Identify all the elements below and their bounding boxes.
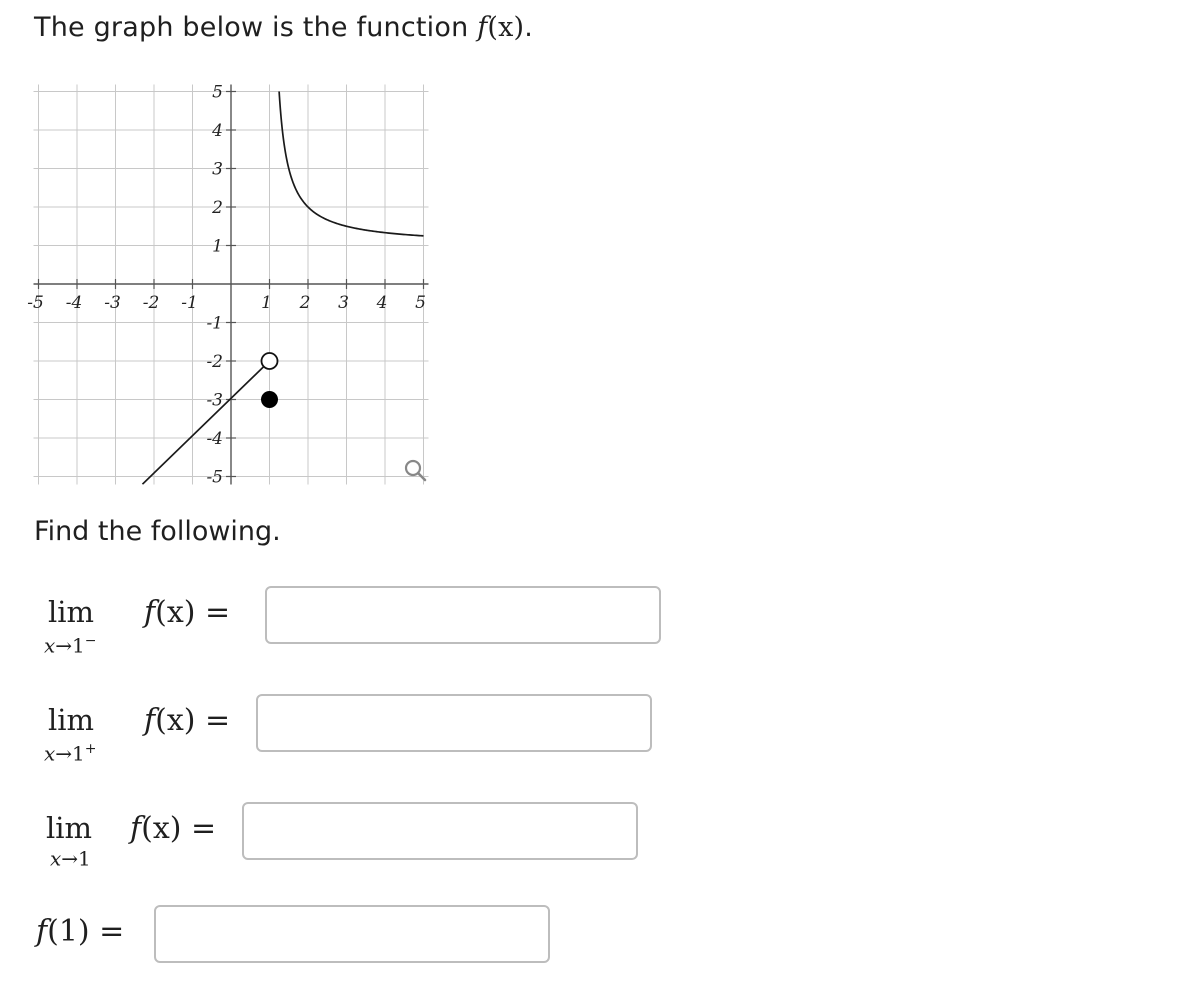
lim-subscript: x→1+ [44,741,97,766]
x-tick-label: -3 [104,293,121,313]
lim-label: lim [46,811,93,845]
function-curves [142,92,423,485]
y-tick-label: -1 [206,313,223,334]
x-tick-label: 3 [338,293,349,313]
reciprocal-piece [279,92,423,236]
y-tick-label: -5 [206,467,223,488]
x-tick-label: -4 [65,293,83,313]
x-tick-label: 2 [299,293,311,313]
x-tick-label: 1 [261,293,272,313]
x-tick-label: -1 [181,293,198,313]
graph-plot [142,92,423,485]
function-value-expression: f(1) = [36,914,125,949]
y-tick-label: 3 [212,159,223,180]
answer-input-function-value[interactable] [154,905,550,963]
lim-label: lim [48,595,95,629]
x-tick-label: -5 [27,293,44,313]
open-point [262,353,278,369]
y-tick-label: 1 [212,236,223,257]
function-expression: f(x) = [130,811,217,846]
instructions: Find the following. [34,516,281,547]
y-tick-label: -3 [206,390,223,411]
function-expression: f(x) = [144,595,231,630]
x-tick-label: -2 [142,293,160,313]
lim-subscript: x→1− [44,633,97,658]
y-tick-label: 5 [212,82,223,103]
function-expression: f(x) = [144,703,231,738]
answer-input-right-limit[interactable] [256,694,652,752]
y-tick-label: 4 [212,121,223,141]
title-function-arg: (x) [487,12,525,43]
answer-input-two-sided-limit[interactable] [242,802,638,860]
magnifier-icon[interactable] [406,461,425,480]
lim-subscript: x→1 [50,846,91,871]
title-function-name: f [477,12,488,43]
title-text: The graph below is the function [34,12,478,43]
function-graph [27,74,442,488]
closed-point [261,391,278,408]
lim-label: lim [48,703,95,737]
graph-axes [34,82,429,485]
y-tick-label: -2 [206,352,223,372]
question-title [34,12,533,43]
title-period: . [524,12,534,43]
y-tick-label: 2 [212,198,223,218]
x-tick-label: 5 [415,293,426,313]
answer-input-left-limit[interactable] [265,586,661,644]
x-tick-label: 4 [376,293,388,313]
graph-tick-labels [27,83,426,488]
linear-piece [142,361,269,484]
y-tick-label: -4 [206,429,223,449]
